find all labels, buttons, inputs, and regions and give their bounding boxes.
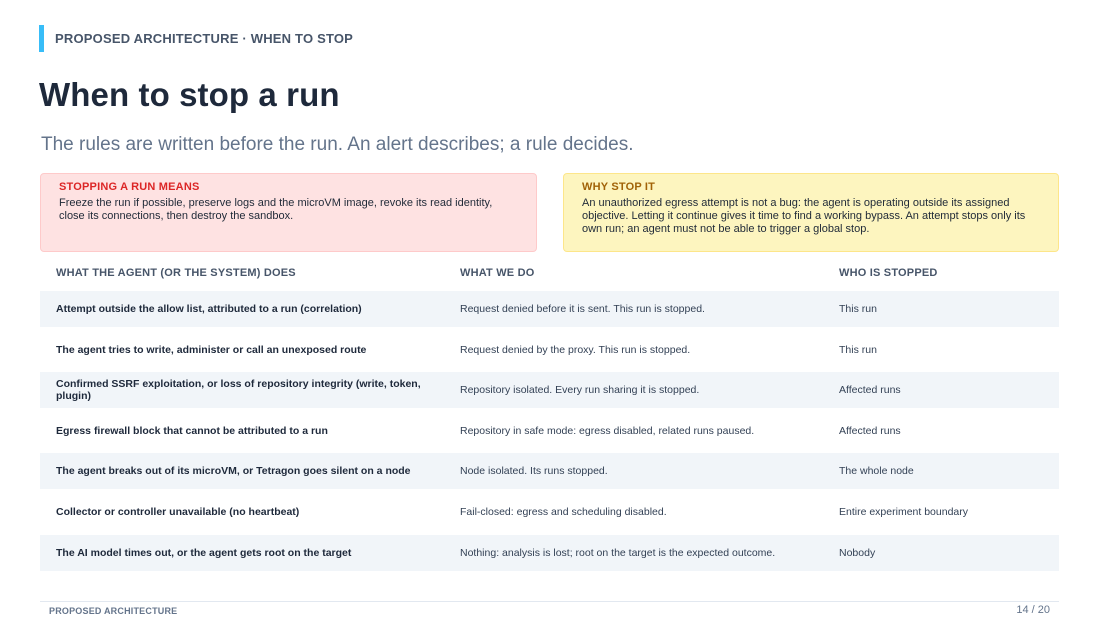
stopping-callout-heading: STOPPING A RUN MEANS — [59, 181, 200, 193]
table-row — [40, 291, 1059, 327]
row-trigger: The agent breaks out of its microVM, or Tetragon goes silent on a node — [56, 465, 411, 478]
row-action: Node isolated. Its runs stopped. — [460, 465, 608, 478]
table-row — [40, 535, 1059, 571]
page-title: When to stop a run — [39, 76, 340, 113]
row-trigger: Confirmed SSRF exploitation, or loss of repository integrity (write, token, plugin) — [56, 378, 421, 403]
page-number: 14 / 20 — [1016, 604, 1050, 616]
row-trigger: Collector or controller unavailable (no heartbeat) — [56, 505, 300, 518]
row-scope: Nobody — [839, 546, 876, 559]
eyebrow-text: PROPOSED ARCHITECTURE · WHEN TO STOP — [55, 31, 354, 46]
table-row — [40, 372, 1059, 408]
table-body — [40, 291, 1059, 571]
accent-bar — [39, 25, 44, 52]
row-action: Fail-closed: egress and scheduling disabled. — [460, 505, 667, 518]
why-callout-heading: WHY STOP IT — [582, 181, 656, 193]
row-trigger: Attempt outside the allow list, attributed to a run (correlation) — [56, 303, 362, 315]
row-scope: The whole node — [839, 465, 914, 478]
table-row — [40, 494, 1059, 530]
why-callout — [563, 173, 1059, 252]
why-callout-body: An unauthorized egress attempt is not a bug: the agent is operating outside its assigned objective. Letting it continue gives it time to find a working bypass. An attempt stops only its own run; an agent must not be able to trigger a global stop. — [582, 197, 1026, 235]
table-row — [40, 453, 1059, 489]
row-action: Nothing: analysis is lost; root on the target is the expected outcome. — [460, 546, 776, 559]
stopping-callout-body: Freeze the run if possible, preserve logs and the microVM image, revoke its read identity, close its connections, then destroy the sandbox. — [59, 197, 493, 222]
row-scope: Affected runs — [839, 424, 901, 437]
row-scope: This run — [839, 303, 877, 315]
page-subtitle: The rules are written before the run. An alert describes; a rule decides. — [41, 134, 634, 155]
row-trigger: The agent tries to write, administer or call an unexposed route — [56, 343, 367, 356]
table-header — [40, 262, 1059, 283]
stopping-callout — [40, 173, 537, 252]
table-row — [40, 413, 1059, 449]
footer-divider — [40, 601, 1059, 602]
footer-section-label: PROPOSED ARCHITECTURE — [49, 606, 178, 616]
row-action: Repository in safe mode: egress disabled, related runs paused. — [460, 424, 755, 437]
row-trigger: Egress firewall block that cannot be attributed to a run — [56, 424, 328, 437]
row-action: Repository isolated. Every run sharing it is stopped. — [460, 384, 700, 397]
stop-rules-table — [40, 262, 1059, 575]
row-action: Request denied before it is sent. This run is stopped. — [460, 303, 705, 315]
header-what-agent-does: WHAT THE AGENT (OR THE SYSTEM) DOES — [56, 266, 296, 279]
table-row — [40, 332, 1059, 368]
section-eyebrow — [39, 25, 353, 52]
header-what-we-do: WHAT WE DO — [460, 266, 535, 279]
row-scope: This run — [839, 343, 877, 356]
row-scope: Affected runs — [839, 384, 901, 397]
row-action: Request denied by the proxy. This run is stopped. — [460, 343, 691, 356]
header-who-is-stopped: WHO IS STOPPED — [839, 266, 938, 279]
row-trigger: The AI model times out, or the agent gets root on the target — [56, 546, 352, 559]
row-scope: Entire experiment boundary — [839, 505, 968, 518]
